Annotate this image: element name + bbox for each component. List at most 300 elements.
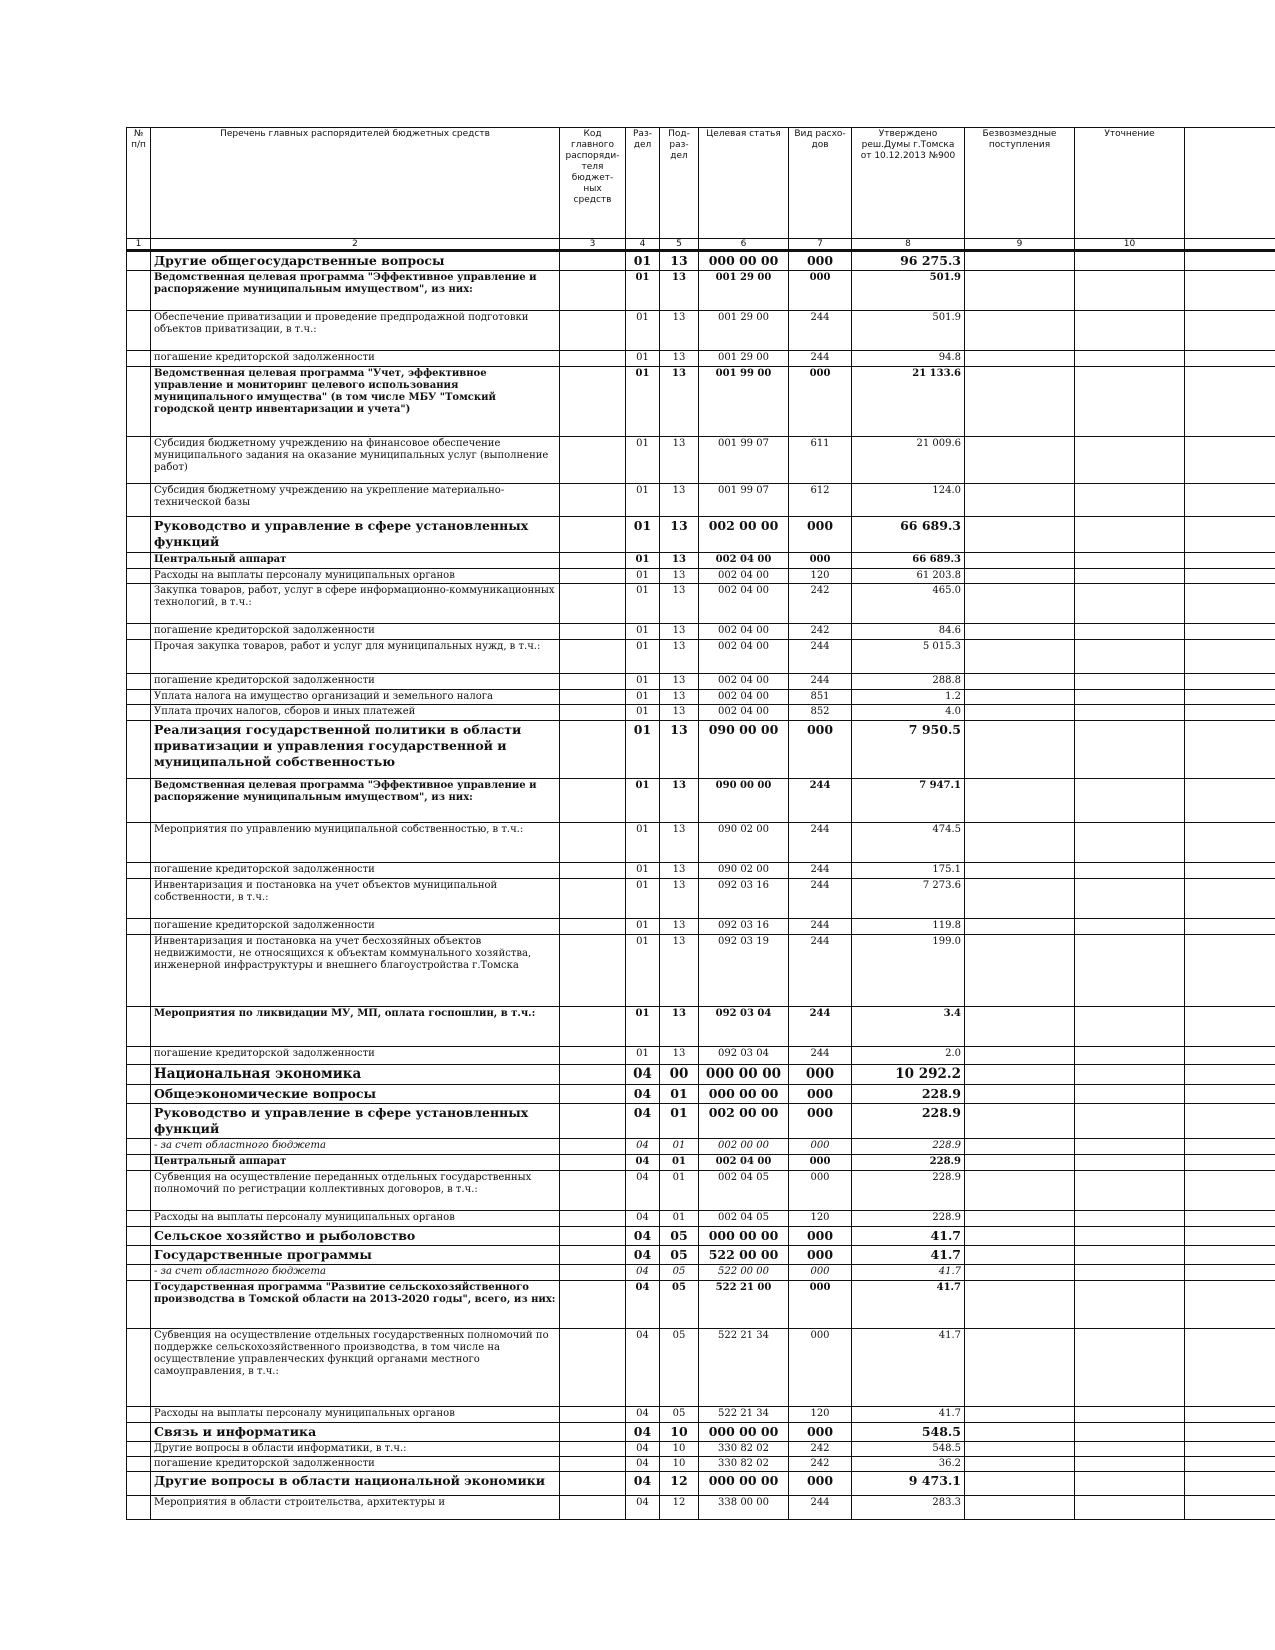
cell-podrazdel: 12 bbox=[660, 1496, 699, 1520]
table-row bbox=[127, 1265, 1275, 1281]
cell-approved: 9 473.1 bbox=[852, 1472, 965, 1496]
cell-extra bbox=[1185, 779, 1275, 823]
cell-type: 120 bbox=[789, 569, 852, 584]
table-row bbox=[127, 1496, 1275, 1520]
header-type: Вид расхо- дов bbox=[789, 128, 852, 239]
cell-razdel: 04 bbox=[626, 1329, 660, 1407]
cell-name: Общеэкономические вопросы bbox=[151, 1085, 560, 1104]
cell-approved: 66 689.3 bbox=[852, 517, 965, 553]
cell-article: 002 04 00 bbox=[699, 674, 789, 690]
cell-clarify bbox=[1075, 935, 1185, 1007]
cell-extra bbox=[1185, 624, 1275, 640]
cell-razdel: 04 bbox=[626, 1457, 660, 1472]
cell-free bbox=[965, 367, 1075, 437]
cell-name: - за счет областного бюджета bbox=[151, 1139, 560, 1155]
cell-article: 522 21 34 bbox=[699, 1407, 789, 1423]
cell-podrazdel: 13 bbox=[660, 624, 699, 640]
cell-name: Другие общегосударственные вопросы bbox=[151, 251, 560, 271]
table-row bbox=[127, 553, 1275, 569]
col-number: 3 bbox=[560, 239, 626, 251]
cell-name: погашение кредиторской задолженности bbox=[151, 624, 560, 640]
cell-extra bbox=[1185, 1155, 1275, 1171]
cell-free bbox=[965, 1227, 1075, 1246]
cell-podrazdel: 13 bbox=[660, 584, 699, 624]
cell-number bbox=[127, 484, 151, 517]
cell-razdel: 01 bbox=[626, 705, 660, 721]
cell-code bbox=[560, 569, 626, 584]
cell-clarify bbox=[1075, 484, 1185, 517]
cell-approved: 21 009.6 bbox=[852, 437, 965, 484]
cell-extra bbox=[1185, 1047, 1275, 1065]
cell-number bbox=[127, 1085, 151, 1104]
cell-approved: 3.4 bbox=[852, 1007, 965, 1047]
cell-clarify bbox=[1075, 553, 1185, 569]
table-row bbox=[127, 879, 1275, 919]
cell-razdel: 01 bbox=[626, 823, 660, 863]
cell-code bbox=[560, 1457, 626, 1472]
cell-type: 242 bbox=[789, 1442, 852, 1457]
cell-clarify bbox=[1075, 674, 1185, 690]
cell-type: 000 bbox=[789, 517, 852, 553]
cell-code bbox=[560, 919, 626, 935]
cell-approved: 228.9 bbox=[852, 1155, 965, 1171]
cell-name: Ведомственная целевая программа "Учет, эффективное управление и мониторинг целевого использования муниципального имущества" (в том числе МБУ "Томский городской центр инвентаризации и учета") bbox=[151, 367, 560, 437]
cell-code bbox=[560, 863, 626, 879]
table-row bbox=[127, 1007, 1275, 1047]
cell-free bbox=[965, 1007, 1075, 1047]
cell-type: 000 bbox=[789, 1227, 852, 1246]
cell-free bbox=[965, 1423, 1075, 1442]
cell-podrazdel: 05 bbox=[660, 1265, 699, 1281]
cell-podrazdel: 01 bbox=[660, 1171, 699, 1211]
cell-type: 852 bbox=[789, 705, 852, 721]
cell-podrazdel: 13 bbox=[660, 517, 699, 553]
cell-razdel: 01 bbox=[626, 919, 660, 935]
cell-podrazdel: 05 bbox=[660, 1329, 699, 1407]
cell-article: 001 29 00 bbox=[699, 351, 789, 367]
cell-free bbox=[965, 823, 1075, 863]
cell-extra bbox=[1185, 271, 1275, 311]
cell-free bbox=[965, 935, 1075, 1007]
cell-podrazdel: 13 bbox=[660, 640, 699, 674]
cell-number bbox=[127, 553, 151, 569]
cell-clarify bbox=[1075, 351, 1185, 367]
cell-number bbox=[127, 1171, 151, 1211]
cell-number bbox=[127, 779, 151, 823]
cell-approved: 283.3 bbox=[852, 1496, 965, 1520]
table-row bbox=[127, 311, 1275, 351]
cell-approved: 124.0 bbox=[852, 484, 965, 517]
cell-number bbox=[127, 1155, 151, 1171]
header-name: Перечень главных распорядителей бюджетных средств bbox=[151, 128, 560, 239]
cell-free bbox=[965, 1472, 1075, 1496]
cell-razdel: 04 bbox=[626, 1155, 660, 1171]
cell-approved: 41.7 bbox=[852, 1407, 965, 1423]
cell-name: Закупка товаров, работ, услуг в сфере информационно-коммуникационных технологий, в т.ч.: bbox=[151, 584, 560, 624]
cell-free bbox=[965, 1211, 1075, 1227]
cell-number bbox=[127, 863, 151, 879]
cell-clarify bbox=[1075, 1047, 1185, 1065]
cell-number bbox=[127, 1265, 151, 1281]
table-row bbox=[127, 1329, 1275, 1407]
cell-number bbox=[127, 584, 151, 624]
cell-free bbox=[965, 690, 1075, 705]
cell-article: 002 04 00 bbox=[699, 569, 789, 584]
cell-type: 242 bbox=[789, 1457, 852, 1472]
cell-code bbox=[560, 1065, 626, 1085]
cell-name: Другие вопросы в области информатики, в т.ч.: bbox=[151, 1442, 560, 1457]
cell-extra bbox=[1185, 1496, 1275, 1520]
cell-number bbox=[127, 1457, 151, 1472]
cell-code bbox=[560, 251, 626, 271]
cell-clarify bbox=[1075, 517, 1185, 553]
cell-article: 090 02 00 bbox=[699, 863, 789, 879]
table-row bbox=[127, 351, 1275, 367]
cell-free bbox=[965, 484, 1075, 517]
cell-code bbox=[560, 517, 626, 553]
cell-code bbox=[560, 1442, 626, 1457]
cell-type: 000 bbox=[789, 1472, 852, 1496]
cell-code bbox=[560, 1171, 626, 1211]
col-number: 6 bbox=[699, 239, 789, 251]
cell-name: погашение кредиторской задолженности bbox=[151, 919, 560, 935]
cell-approved: 474.5 bbox=[852, 823, 965, 863]
table-row bbox=[127, 690, 1275, 705]
cell-razdel: 04 bbox=[626, 1423, 660, 1442]
cell-free bbox=[965, 251, 1075, 271]
cell-clarify bbox=[1075, 1171, 1185, 1211]
budget-table bbox=[126, 127, 1275, 1520]
cell-article: 522 00 00 bbox=[699, 1265, 789, 1281]
cell-type: 244 bbox=[789, 779, 852, 823]
cell-free bbox=[965, 624, 1075, 640]
cell-type: 244 bbox=[789, 640, 852, 674]
cell-article: 002 04 00 bbox=[699, 584, 789, 624]
cell-number bbox=[127, 935, 151, 1007]
cell-free bbox=[965, 674, 1075, 690]
cell-clarify bbox=[1075, 879, 1185, 919]
cell-free bbox=[965, 1265, 1075, 1281]
cell-clarify bbox=[1075, 1265, 1185, 1281]
cell-razdel: 01 bbox=[626, 1047, 660, 1065]
cell-clarify bbox=[1075, 863, 1185, 879]
cell-type: 000 bbox=[789, 1329, 852, 1407]
cell-free bbox=[965, 1407, 1075, 1423]
cell-clarify bbox=[1075, 569, 1185, 584]
cell-free bbox=[965, 1047, 1075, 1065]
cell-type: 000 bbox=[789, 251, 852, 271]
cell-extra bbox=[1185, 1104, 1275, 1139]
cell-type: 000 bbox=[789, 1139, 852, 1155]
cell-free bbox=[965, 311, 1075, 351]
cell-number bbox=[127, 1281, 151, 1329]
cell-name: Мероприятия по ликвидации МУ, МП, оплата госпошлин, в т.ч.: bbox=[151, 1007, 560, 1047]
table-row bbox=[127, 1047, 1275, 1065]
cell-free bbox=[965, 863, 1075, 879]
cell-name: Государственная программа "Развитие сельскохозяйственного производства в Томской области на 2013-2020 годы", всего, из них: bbox=[151, 1281, 560, 1329]
cell-podrazdel: 01 bbox=[660, 1155, 699, 1171]
table-row bbox=[127, 779, 1275, 823]
cell-approved: 228.9 bbox=[852, 1211, 965, 1227]
cell-approved: 288.8 bbox=[852, 674, 965, 690]
cell-razdel: 01 bbox=[626, 674, 660, 690]
cell-clarify bbox=[1075, 584, 1185, 624]
cell-razdel: 01 bbox=[626, 351, 660, 367]
table-row bbox=[127, 1281, 1275, 1329]
cell-approved: 21 133.6 bbox=[852, 367, 965, 437]
cell-razdel: 01 bbox=[626, 779, 660, 823]
column-numbers-row bbox=[127, 239, 1275, 251]
cell-code bbox=[560, 624, 626, 640]
cell-type: 244 bbox=[789, 919, 852, 935]
cell-approved: 465.0 bbox=[852, 584, 965, 624]
cell-clarify bbox=[1075, 624, 1185, 640]
cell-approved: 41.7 bbox=[852, 1329, 965, 1407]
cell-podrazdel: 13 bbox=[660, 553, 699, 569]
budget-document bbox=[126, 127, 1275, 1520]
cell-approved: 228.9 bbox=[852, 1104, 965, 1139]
cell-name: Реализация государственной политики в области приватизации и управления государственной и муниципальной собственностью bbox=[151, 721, 560, 779]
cell-podrazdel: 13 bbox=[660, 863, 699, 879]
cell-free bbox=[965, 1155, 1075, 1171]
table-body bbox=[127, 251, 1275, 1520]
cell-razdel: 04 bbox=[626, 1442, 660, 1457]
cell-extra bbox=[1185, 1472, 1275, 1496]
cell-free bbox=[965, 1065, 1075, 1085]
cell-free bbox=[965, 1281, 1075, 1329]
cell-razdel: 04 bbox=[626, 1171, 660, 1211]
cell-number bbox=[127, 1329, 151, 1407]
col-number: 10 bbox=[1075, 239, 1185, 251]
cell-free bbox=[965, 1329, 1075, 1407]
cell-name: Субсидия бюджетному учреждению на финансовое обеспечение муниципального задания на оказание муниципальных услуг (выполнение работ) bbox=[151, 437, 560, 484]
cell-name: Связь и информатика bbox=[151, 1423, 560, 1442]
cell-type: 244 bbox=[789, 311, 852, 351]
table-row bbox=[127, 721, 1275, 779]
cell-clarify bbox=[1075, 721, 1185, 779]
cell-extra bbox=[1185, 1007, 1275, 1047]
cell-extra bbox=[1185, 251, 1275, 271]
cell-code bbox=[560, 721, 626, 779]
cell-podrazdel: 05 bbox=[660, 1281, 699, 1329]
cell-number bbox=[127, 569, 151, 584]
cell-approved: 548.5 bbox=[852, 1442, 965, 1457]
cell-extra bbox=[1185, 1442, 1275, 1457]
cell-free bbox=[965, 271, 1075, 311]
cell-number bbox=[127, 367, 151, 437]
cell-article: 002 04 00 bbox=[699, 553, 789, 569]
cell-type: 000 bbox=[789, 1423, 852, 1442]
cell-approved: 5 015.3 bbox=[852, 640, 965, 674]
cell-podrazdel: 13 bbox=[660, 935, 699, 1007]
cell-name: Национальная экономика bbox=[151, 1065, 560, 1085]
col-number: 1 bbox=[127, 239, 151, 251]
table-row bbox=[127, 437, 1275, 484]
cell-approved: 228.9 bbox=[852, 1139, 965, 1155]
cell-name: Сельское хозяйство и рыболовство bbox=[151, 1227, 560, 1246]
table-row bbox=[127, 1211, 1275, 1227]
cell-clarify bbox=[1075, 1281, 1185, 1329]
cell-code bbox=[560, 437, 626, 484]
cell-number bbox=[127, 1047, 151, 1065]
cell-extra bbox=[1185, 1423, 1275, 1442]
cell-type: 244 bbox=[789, 1047, 852, 1065]
cell-article: 522 21 34 bbox=[699, 1329, 789, 1407]
cell-extra bbox=[1185, 1281, 1275, 1329]
cell-podrazdel: 13 bbox=[660, 311, 699, 351]
cell-extra bbox=[1185, 690, 1275, 705]
cell-name: Субвенция на осуществление переданных отдельных государственных полномочий по регистрации коллективных договоров, в т.ч.: bbox=[151, 1171, 560, 1211]
cell-extra bbox=[1185, 1211, 1275, 1227]
cell-extra bbox=[1185, 1457, 1275, 1472]
col-number: 7 bbox=[789, 239, 852, 251]
col-number: 4 bbox=[626, 239, 660, 251]
cell-approved: 7 947.1 bbox=[852, 779, 965, 823]
cell-name: Руководство и управление в сфере установленных функций bbox=[151, 517, 560, 553]
cell-extra bbox=[1185, 879, 1275, 919]
header-extra bbox=[1185, 128, 1275, 239]
cell-number bbox=[127, 1407, 151, 1423]
header-podrazdel: Под- раз- дел bbox=[660, 128, 699, 239]
cell-approved: 119.8 bbox=[852, 919, 965, 935]
cell-article: 092 03 16 bbox=[699, 879, 789, 919]
cell-podrazdel: 13 bbox=[660, 251, 699, 271]
cell-podrazdel: 13 bbox=[660, 1047, 699, 1065]
cell-article: 002 04 00 bbox=[699, 690, 789, 705]
cell-clarify bbox=[1075, 705, 1185, 721]
cell-article: 330 82 02 bbox=[699, 1442, 789, 1457]
cell-article: 001 29 00 bbox=[699, 271, 789, 311]
table-row bbox=[127, 367, 1275, 437]
cell-razdel: 01 bbox=[626, 569, 660, 584]
cell-free bbox=[965, 1246, 1075, 1265]
cell-razdel: 01 bbox=[626, 484, 660, 517]
cell-name: Ведомственная целевая программа "Эффективное управление и распоряжение муниципальным имуществом", из них: bbox=[151, 271, 560, 311]
table-row bbox=[127, 1407, 1275, 1423]
cell-clarify bbox=[1075, 1155, 1185, 1171]
cell-free bbox=[965, 1085, 1075, 1104]
cell-type: 000 bbox=[789, 1085, 852, 1104]
table-row bbox=[127, 935, 1275, 1007]
cell-podrazdel: 13 bbox=[660, 690, 699, 705]
cell-free bbox=[965, 1171, 1075, 1211]
cell-clarify bbox=[1075, 1211, 1185, 1227]
table-row bbox=[127, 1139, 1275, 1155]
cell-article: 001 99 00 bbox=[699, 367, 789, 437]
cell-clarify bbox=[1075, 1442, 1185, 1457]
cell-razdel: 01 bbox=[626, 517, 660, 553]
cell-clarify bbox=[1075, 1407, 1185, 1423]
cell-approved: 4.0 bbox=[852, 705, 965, 721]
cell-clarify bbox=[1075, 1007, 1185, 1047]
cell-number bbox=[127, 823, 151, 863]
table-row bbox=[127, 640, 1275, 674]
cell-extra bbox=[1185, 517, 1275, 553]
cell-code bbox=[560, 1496, 626, 1520]
cell-name: Центральный аппарат bbox=[151, 553, 560, 569]
cell-type: 000 bbox=[789, 271, 852, 311]
cell-clarify bbox=[1075, 640, 1185, 674]
cell-razdel: 01 bbox=[626, 935, 660, 1007]
cell-approved: 94.8 bbox=[852, 351, 965, 367]
col-number: 8 bbox=[852, 239, 965, 251]
cell-article: 000 00 00 bbox=[699, 251, 789, 271]
cell-razdel: 01 bbox=[626, 311, 660, 351]
cell-approved: 7 950.5 bbox=[852, 721, 965, 779]
cell-razdel: 01 bbox=[626, 271, 660, 311]
cell-article: 002 00 00 bbox=[699, 1104, 789, 1139]
cell-free bbox=[965, 1139, 1075, 1155]
cell-article: 002 04 05 bbox=[699, 1211, 789, 1227]
cell-podrazdel: 13 bbox=[660, 484, 699, 517]
cell-number bbox=[127, 1246, 151, 1265]
cell-clarify bbox=[1075, 251, 1185, 271]
cell-code bbox=[560, 1407, 626, 1423]
cell-podrazdel: 10 bbox=[660, 1423, 699, 1442]
table-row bbox=[127, 823, 1275, 863]
cell-razdel: 01 bbox=[626, 690, 660, 705]
cell-article: 001 99 07 bbox=[699, 437, 789, 484]
cell-type: 244 bbox=[789, 935, 852, 1007]
cell-code bbox=[560, 690, 626, 705]
table-row bbox=[127, 1065, 1275, 1085]
header-number: № п/п bbox=[127, 128, 151, 239]
cell-number bbox=[127, 351, 151, 367]
cell-razdel: 04 bbox=[626, 1211, 660, 1227]
cell-approved: 2.0 bbox=[852, 1047, 965, 1065]
cell-type: 000 bbox=[789, 1265, 852, 1281]
cell-clarify bbox=[1075, 1472, 1185, 1496]
cell-clarify bbox=[1075, 1246, 1185, 1265]
cell-code bbox=[560, 351, 626, 367]
cell-razdel: 04 bbox=[626, 1265, 660, 1281]
cell-razdel: 04 bbox=[626, 1407, 660, 1423]
cell-article: 000 00 00 bbox=[699, 1423, 789, 1442]
cell-number bbox=[127, 705, 151, 721]
col-number: 2 bbox=[151, 239, 560, 251]
cell-razdel: 01 bbox=[626, 721, 660, 779]
cell-code bbox=[560, 1265, 626, 1281]
cell-type: 851 bbox=[789, 690, 852, 705]
cell-clarify bbox=[1075, 1065, 1185, 1085]
cell-extra bbox=[1185, 674, 1275, 690]
cell-approved: 228.9 bbox=[852, 1171, 965, 1211]
cell-razdel: 04 bbox=[626, 1246, 660, 1265]
cell-number bbox=[127, 1007, 151, 1047]
cell-number bbox=[127, 251, 151, 271]
cell-podrazdel: 13 bbox=[660, 1007, 699, 1047]
header-razdel: Раз- дел bbox=[626, 128, 660, 239]
cell-razdel: 01 bbox=[626, 584, 660, 624]
cell-number bbox=[127, 674, 151, 690]
cell-article: 001 99 07 bbox=[699, 484, 789, 517]
cell-type: 244 bbox=[789, 823, 852, 863]
cell-name: Прочая закупка товаров, работ и услуг для муниципальных нужд, в т.ч.: bbox=[151, 640, 560, 674]
cell-article: 000 00 00 bbox=[699, 1227, 789, 1246]
table-row bbox=[127, 705, 1275, 721]
cell-podrazdel: 05 bbox=[660, 1246, 699, 1265]
cell-razdel: 01 bbox=[626, 640, 660, 674]
cell-type: 244 bbox=[789, 1496, 852, 1520]
cell-extra bbox=[1185, 437, 1275, 484]
cell-type: 612 bbox=[789, 484, 852, 517]
cell-type: 000 bbox=[789, 367, 852, 437]
table-row bbox=[127, 1171, 1275, 1211]
cell-free bbox=[965, 553, 1075, 569]
cell-approved: 548.5 bbox=[852, 1423, 965, 1442]
cell-free bbox=[965, 351, 1075, 367]
cell-free bbox=[965, 517, 1075, 553]
